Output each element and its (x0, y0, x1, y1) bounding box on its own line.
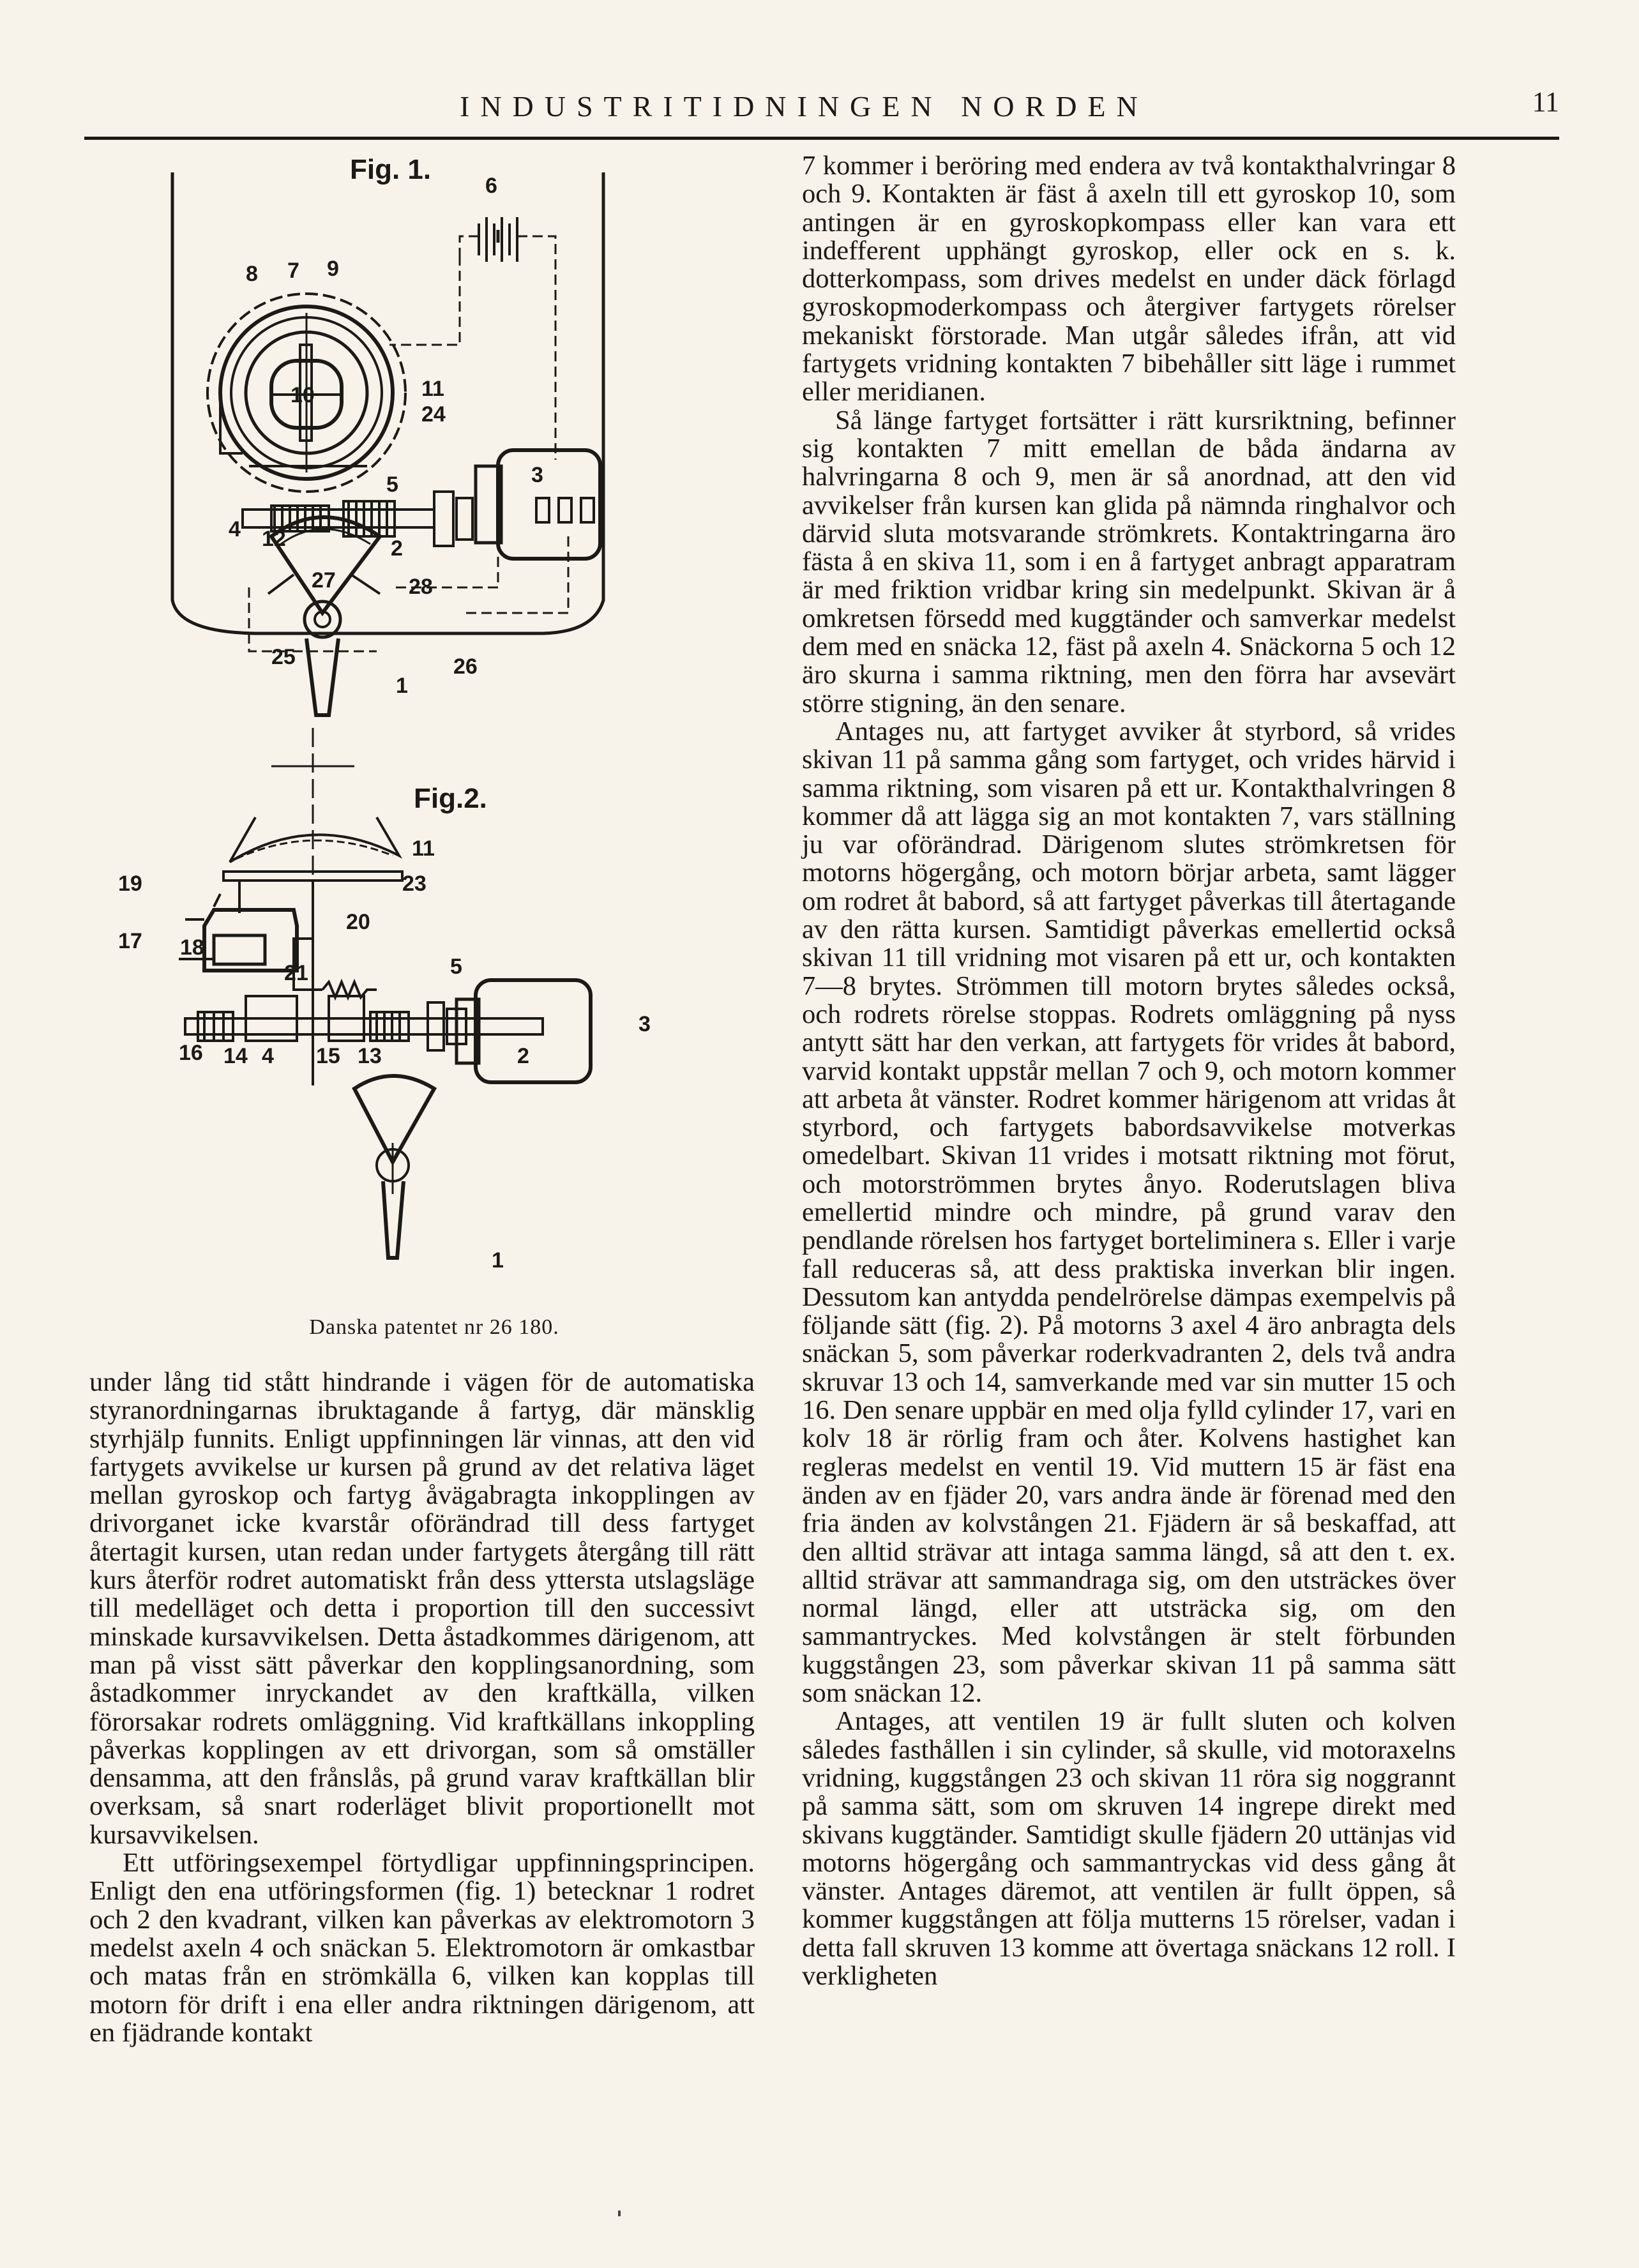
callout-11: 11 (421, 377, 444, 401)
callout-4-fig2: 4 (262, 1044, 274, 1068)
callout-20: 20 (346, 910, 370, 934)
callout-25: 25 (271, 645, 296, 669)
callout-15: 15 (316, 1044, 340, 1068)
callout-11-fig2: 11 (412, 836, 435, 861)
callout-13: 13 (358, 1044, 382, 1068)
callout-17: 17 (118, 929, 142, 953)
callout-18: 18 (180, 935, 204, 960)
callout-26: 26 (453, 654, 478, 679)
left-column (89, 1368, 755, 2047)
left-paragraph-1: under lång tid stått hindrande i vägen för de automatiska styranordningarnas ibruktagande å fartyg, där mänsklig styrhjälp funnits. Enligt uppfinningen lär vinnas, att den vid fartygets avvikelse ur kursen på grund av det relativa läget mellan gyroskop och fartyg åvägabragta inkopplingen av drivorganet icke kvarstår oförändrad till dess fartyget återtagit kursen, utan redan under fartygets återgång till rätt kurs återför rodret automatiskt från dess yttersta utslagsläge till medelläget och detta i proportion till den successivt minskade kursavvikelsen. Detta åstadkommes därigenom, att man på visst sätt påverkar den kopplingsanordning, som åstadkommer inryckandet av den kraftkälla, vilken förorsakar rodrets omläggning. Vid kraftkällans inkoppling påverkas kopplingen av ett drivorgan, som så omställer densamma, att den frånslås, på grund varav kraftkällan blir overksam, så snart roderläget blivit proportionellt mot kursavvikelsen. (89, 1367, 755, 1850)
right-paragraph-4: Antages, att ventilen 19 är fullt sluten och kolven således fasthållen i sin cylinder, så skulle, vid motoraxelns vridning, kuggstången 23 och skivan 11 röra sig noggrannt på samma sätt, som om skruven 14 ingrepe direkt med skivans kuggtänder. Samtidigt skulle fjädern 20 uttänjas vid motorns högergång och sammantryckas vid dess gång åt vänster. Antages däremot, att ventilen är fullt öppen, så kommer kuggstången att följa mutterns 15 rörelser, vadan i detta fall skruven 13 komme att övertaga snäckans 12 roll. I verkligheten (802, 1706, 1456, 1991)
callout-23: 23 (402, 872, 427, 896)
figure-caption: Danska patentet nr 26 180. (309, 1315, 559, 1339)
callout-3-fig2: 3 (638, 1012, 651, 1036)
page-number: 11 (1532, 86, 1559, 117)
callout-8: 8 (246, 262, 258, 286)
fig2-drawing (179, 728, 591, 1258)
callout-27: 27 (312, 568, 336, 593)
fig2-label: Fig.2. (414, 783, 487, 814)
print-speck (618, 2211, 621, 2216)
callout-1: 1 (396, 674, 408, 698)
left-paragraph-2: Ett utföringsexempel förtydligar uppfinningsprincipen. Enligt den ena utföringsformen (fig. 1) betecknar 1 rodret och 2 den kvadrant, vilken kan påverkas av elektromotorn 3 medelst axeln 4 och snäckan 5. Elektromotorn är omkastbar och matas från en strömkälla 6, vilken kan kopplas till motorn för drift i ena eller andra riktningen därigenom, att en fjädrande kontakt (89, 1848, 755, 2048)
callout-6: 6 (485, 174, 497, 198)
callout-5: 5 (386, 472, 398, 497)
callout-28: 28 (409, 575, 433, 599)
callout-1-fig2: 1 (492, 1248, 504, 1273)
right-paragraph-1: 7 kommer i beröring med endera av två kontakthalvringar 8 och 9. Kontakten är fäst å axeln till ett gyroskop 10, som antingen är en gyroskopkompass eller kan vara ett indefferent upphängt gyroskop, eller ock en s. k. dotterkompass, som drives medelst en under däck förlagd gyroskopmoderkompass och återgiver fartygets rörelser mekaniskt förstorade. Man utgår således ifrån, att vid fartygets vridning kontakten 7 bibehåller sitt läge i rummet eller meridianen. (802, 151, 1456, 407)
fig1-label: Fig. 1. (350, 154, 432, 185)
callout-12: 12 (262, 527, 286, 551)
patent-drawing (118, 153, 651, 1303)
callout-7: 7 (287, 259, 299, 283)
callout-4: 4 (229, 517, 241, 541)
callout-19: 19 (118, 872, 142, 896)
callout-10: 10 (291, 383, 315, 407)
callout-21: 21 (284, 961, 308, 985)
callout-2-fig2: 2 (517, 1044, 529, 1068)
callout-16: 16 (179, 1041, 203, 1065)
page-header (84, 82, 1559, 142)
callout-9: 9 (327, 257, 339, 281)
quadrant-2 (249, 517, 568, 715)
right-paragraph-3: Antages nu, att fartyget avviker åt styrbord, så vrides skivan 11 på samma gång som fartyget, och vrides härvid i samma riktning, som visaren på ett ur. Kontakthalvringen 8 kommer då att lägga sig an mot kontakten 7, vars ställning ju var oförändrad. Därigenom slutes strömkretsen för motorns högergång, och motorn börjar arbeta, samt lägger om rodret åt babord, så att fartyget påverkas till återtagande av den rätta kursen. Samtidigt påverkas emellertid också skivan 11 till vridning mot visaren på ett ur, och kontakten 7—8 brytes. Strömmen till motorn brytes således också, och rodrets rörelse stoppas. Rodrets omläggning på nyss antytt sätt har den verkan, att fartygets för vrides åt babord, varvid kontakt uppstår mellan 7 och 9, och motorn kommer att arbeta åt vänster. Rodret kommer härigenom att vridas åt styrbord, och fartygets babordsavvikelse motverkas omedelbart. Skivan 11 vrides i motsatt riktning mot förut, och motorströmmen brytes ånyo. Roderutslagen bliva emellertid mindre och mindre, på grund varav den pendlande rörelsen hos fartyget borteliminera s. Eller i varje fall reduceras så, att dess praktiska inverkan blir ingen. Dessutom kan antydda pendelrörelse dämpas exempelvis på följande sätt (fig. 2). På motorns 3 axel 4 äro anbragta dels snäckan 5, som påverkar roderkvadranten 2, dels två andra skruvar 13 och 14, samverkande med var sin mutter 15 och 16. Den senare uppbär en med olja fylld cylinder 17, vari en kolv 18 är rörlig fram och åter. Kolvens hastighet kan regleras medelst en ventil 19. Vid muttern 15 är fäst ena änden av en fjäder 20, vars andra ände är förenad med den fria änden av kolvstången 21. Fjädern är så beskaffad, att den alltid strävar att intaga samma längd, så att den t. ex. alltid strävar att sammandraga sig, om den utsträckes över normal längd, eller att utsträcka sig, om den sammantryckes. Med kolvstången är stelt förbunden kuggstången 23, som påverkar skivan 11 på samma sätt som snäckan 12. (802, 716, 1456, 1709)
callout-14: 14 (223, 1044, 248, 1068)
callout-3: 3 (531, 463, 543, 487)
callout-5-fig2: 5 (450, 955, 462, 979)
callout-24: 24 (421, 402, 446, 427)
journal-title: INDUSTRITIDNINGEN NORDEN (460, 90, 1149, 123)
battery-6 (389, 217, 555, 460)
patent-figure (118, 153, 651, 1303)
right-column (802, 152, 1456, 1990)
right-paragraph-2: Så länge fartyget fortsätter i rätt kursriktning, befinner sig kontakten 7 mitt emellan de båda ändarna av halvringarna 8 och 9, men är så anordnad, att den vid avvikelser från kursen kan glida på nämnda ringhalvor och därvid sluta motsvarande strömkrets. Kontaktringarna äro fästa å en skiva 11, som i en å fartyget anbragt apparatram är med friktion vridbar kring sin medelpunkt. Skivan är å omkretsen försedd med kuggtänder och samverkar medelst dem med en snäcka 12, fäst på axeln 4. Snäckorna 5 och 12 äro skurna i samma riktning, men den förra har avsevärt större stigning, än den senare. (802, 405, 1456, 718)
header-rule (84, 137, 1559, 140)
callout-2: 2 (391, 536, 403, 561)
